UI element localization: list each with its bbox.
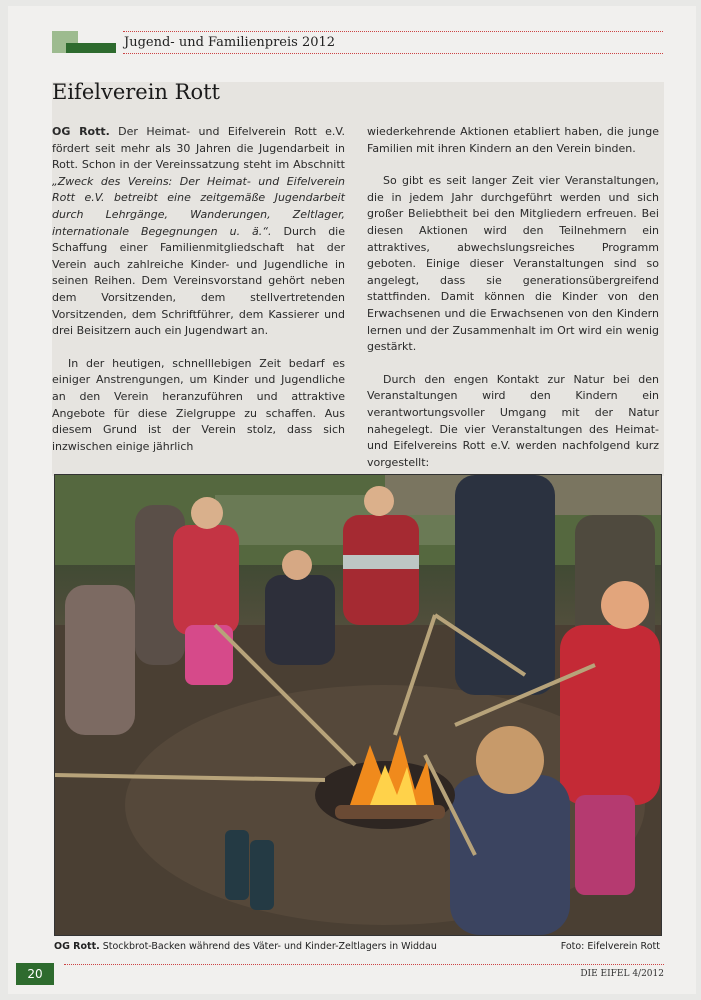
header-rule-top: [123, 31, 663, 32]
paragraph: In der heutigen, schnelllebigen Zeit bedarf es einiger Anstrengungen, um Kinder und Jugendliche an den Verein heranzuführen und attraktive Angebote für diese Zielgruppe zu schaffen. Aus diesem Grund ist der Verein stolz, dass sich inzwischen einige jährlich: [52, 356, 345, 453]
article-title: Eifelverein Rott: [52, 80, 220, 104]
location-lead: OG Rott.: [52, 125, 110, 138]
journal-issue: DIE EIFEL 4/2012: [580, 969, 664, 979]
caption-text: Stockbrot-Backen während des Väter- und Kinder-Zeltlagers in Widdau: [99, 941, 437, 952]
paragraph: So gibt es seit langer Zeit vier Veranstaltungen, die in jedem Jahr durchgeführt werden und sich großer Beliebtheit bei den Mitgliedern erfreuen. Bei diesen Aktionen wird den Teilnehmern ein attraktives, abwechslungsreiches Programm geboten. Einige dieser Veranstaltungen sind so angelegt, dass sie generationsübergreifend stattfinden. Damit können die Kinder von den Erwachsenen und die Erwachsenen von den Kindern lernen und der Zusammenhalt im Ort wird ein wenig gestärkt.: [367, 174, 659, 354]
photo-credit: Foto: Eifelverein Rott: [560, 941, 660, 952]
paragraph-text: Der Heimat- und Eifelverein Rott e.V. fördert seit mehr als 30 Jahren die Jugendarbeit in Rott. Schon in der Vereinssatzung steht im Abschnitt: [52, 125, 345, 172]
paragraph: Durch den engen Kontakt zur Natur bei den Veranstaltungen wird den Kindern ein verantwortungsvoller Umgang mit der Natur nahegelegt. Die vier Veranstaltungen des Heimat- und Eifelvereins Rott e.V. werden nachfolgend kurz vorgestellt:: [367, 372, 659, 469]
caption-lead: OG Rott.: [54, 941, 100, 952]
header-accent-dark: [66, 43, 116, 53]
campfire-photo-illustration: [55, 475, 661, 935]
paragraph: [52, 124, 345, 340]
paragraph-text: Durch die Schaffung einer Familienmitgliedschaft hat der Verein auch zahlreiche Kinder- und Jugendliche in seinen Reihen. Dem Vereinsvorstand gehört neben dem Vorsitzenden, dem stellvertretenden Vorsitzenden, dem Schriftführer, dem Kassierer und drei Beisitzern auch ein Jugendwart an.: [52, 224, 345, 338]
section-label: Jugend- und Familienpreis 2012: [124, 35, 336, 50]
footer-rule: [64, 964, 664, 965]
photo-caption: [54, 941, 660, 952]
magazine-page: [8, 6, 696, 994]
article-column-2: [367, 124, 659, 487]
campfire-photo: [54, 474, 662, 936]
statute-quote: „Zweck des Vereins: Der Heimat- und Eifelverein Rott e.V. betreibt eine zeitgemäße Jugendarbeit durch Lehrgänge, Wanderungen, Zeltlager, internationale Begegnungen u. ä.“.: [52, 174, 345, 238]
article-column-1: [52, 124, 345, 471]
paragraph: wiederkehrende Aktionen etabliert haben, die junge Familien mit ihren Kindern an den Verein binden.: [367, 125, 659, 155]
header-rule-bottom: [123, 53, 663, 54]
page-number: 20: [16, 963, 54, 985]
